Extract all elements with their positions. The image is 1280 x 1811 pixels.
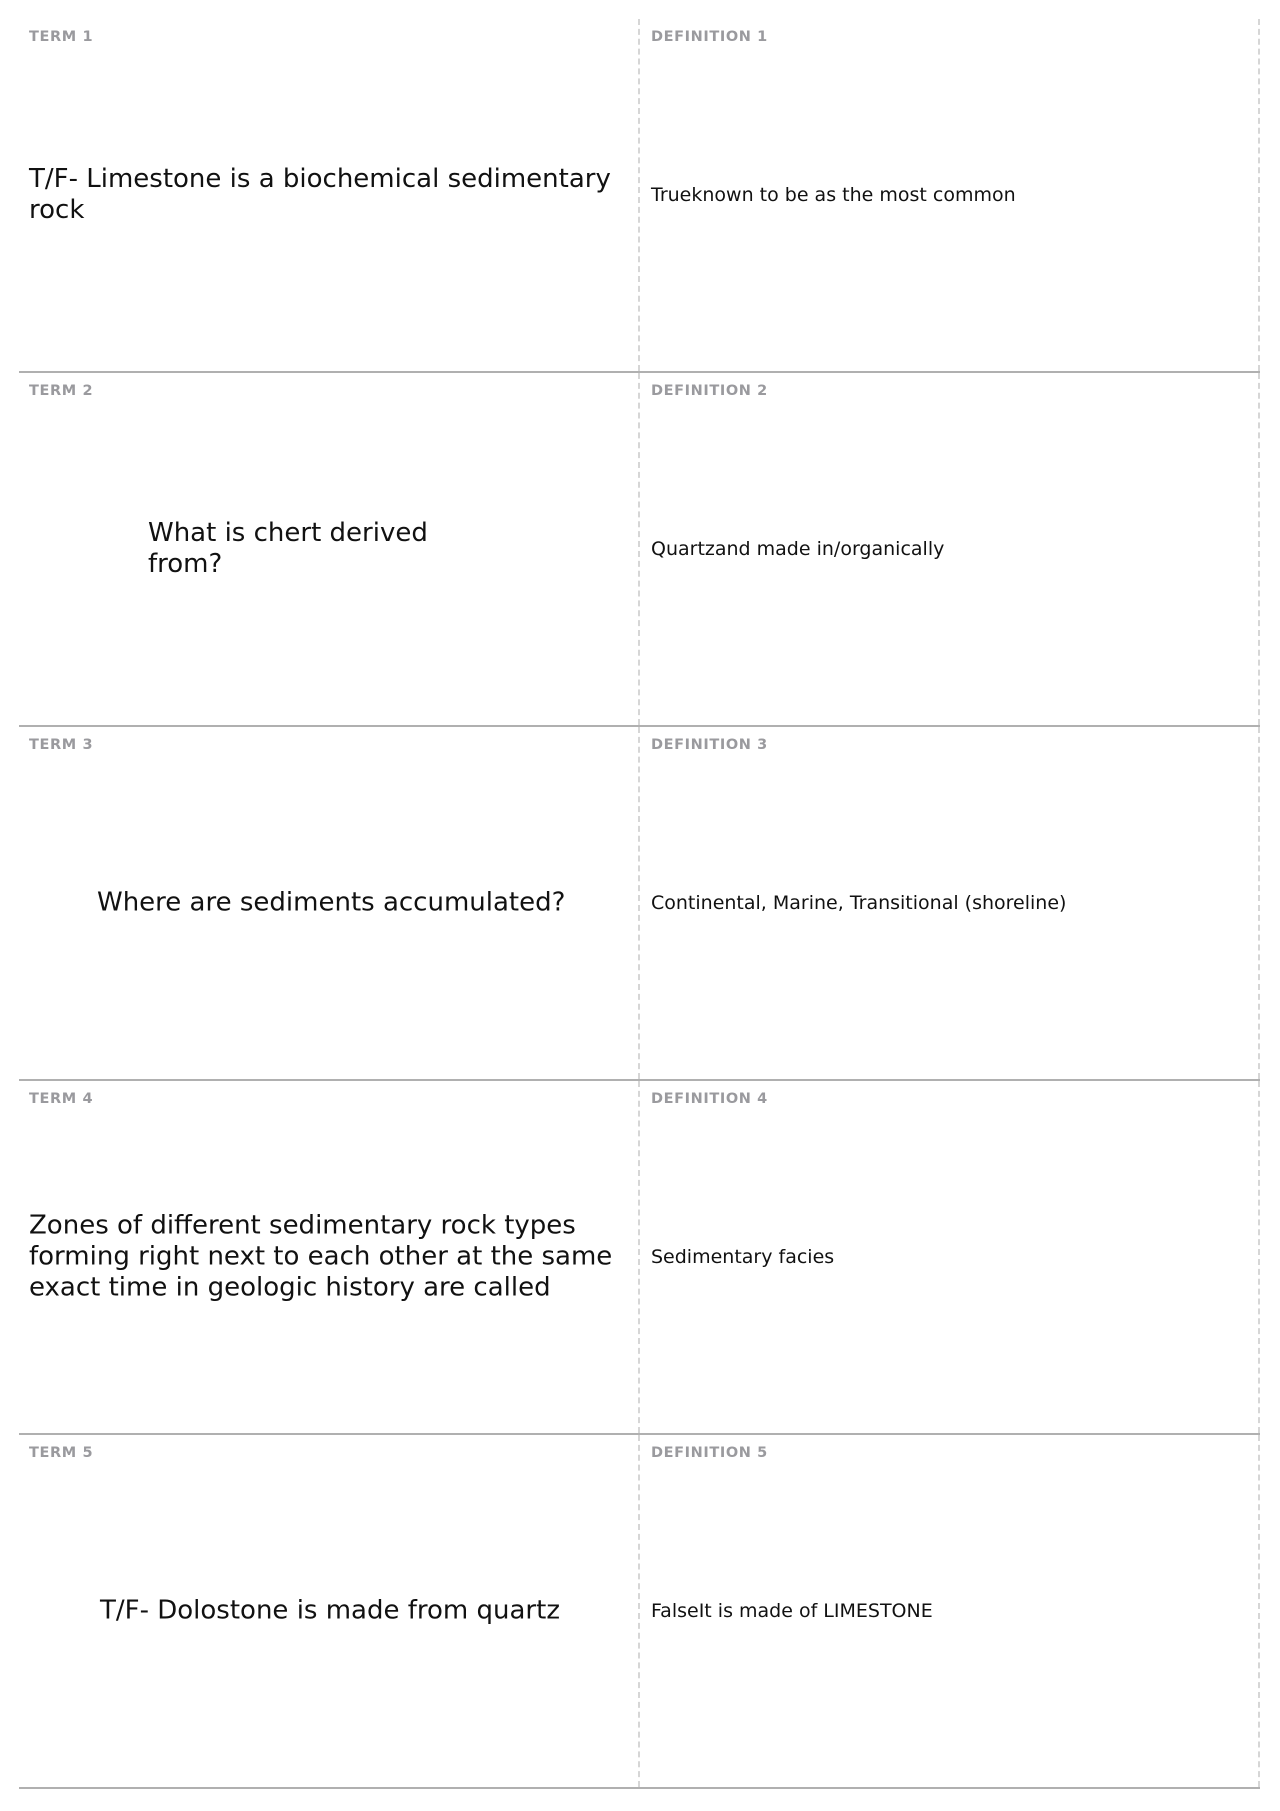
term-text: Where are sediments accumulated? [97,887,566,918]
flashcard-row [19,727,1260,1081]
definition-label: DEFINITION 2 [651,383,768,399]
term-cell [19,373,640,725]
definition-text: Trueknown to be as the most common [651,184,1016,206]
term-cell [19,1081,640,1433]
flashcard-row [19,373,1260,727]
term-label: TERM 2 [29,383,94,399]
term-label: TERM 1 [29,29,94,45]
definition-text: Quartzand made in/organically [651,538,945,560]
definition-cell [640,1435,1260,1787]
definition-cell [640,19,1260,371]
definition-label: DEFINITION 3 [651,737,768,753]
term-cell [19,19,640,371]
term-label: TERM 5 [29,1445,94,1461]
definition-label: DEFINITION 4 [651,1091,768,1107]
definition-cell [640,727,1260,1079]
term-label: TERM 4 [29,1091,94,1107]
term-cell [19,727,640,1079]
definition-text: FalseIt is made of LIMESTONE [651,1600,933,1622]
definition-cell [640,373,1260,725]
term-text: T/F- Dolostone is made from quartz [100,1595,560,1626]
definition-text: Sedimentary facies [651,1246,835,1268]
flashcard-sheet [19,19,1260,1789]
flashcard-row [19,1081,1260,1435]
flashcard-row [19,19,1260,373]
definition-text: Continental, Marine, Transitional (shoreline) [651,892,1067,914]
term-text: T/F- Limestone is a biochemical sedimentary rock [29,164,611,225]
term-label: TERM 3 [29,737,94,753]
term-cell [19,1435,640,1787]
term-text: Zones of different sedimentary rock types forming right next to each other at the same exact time in geologic history are called [29,1210,613,1303]
flashcard-row [19,1435,1260,1789]
definition-cell [640,1081,1260,1433]
term-text: What is chert derived from? [148,518,428,579]
definition-label: DEFINITION 5 [651,1445,768,1461]
definition-label: DEFINITION 1 [651,29,768,45]
